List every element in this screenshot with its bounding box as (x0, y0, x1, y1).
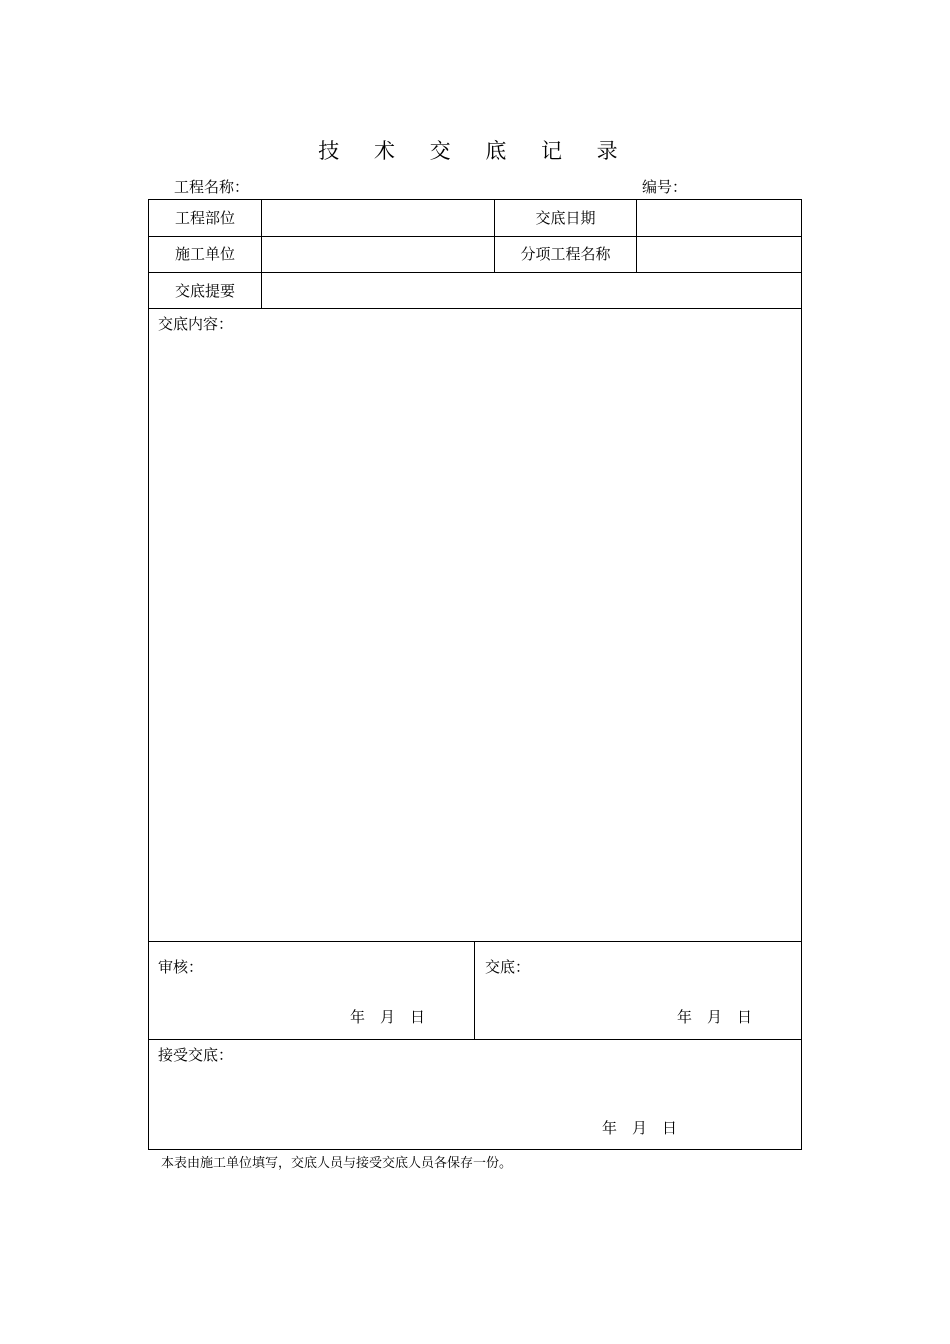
serial-number-label: 编号： (642, 178, 688, 196)
project-name-label: 工程名称： (174, 178, 250, 196)
receive-disclosure-date: 年 月 日 (602, 1119, 678, 1137)
row-divider (149, 1039, 801, 1040)
disclosure-form-table (148, 199, 802, 1150)
receive-signature-area[interactable] (149, 1068, 589, 1113)
review-label: 审核： (158, 958, 204, 976)
row-divider (149, 308, 801, 309)
document-title: 技 术 交 底 记 录 (318, 139, 632, 163)
disclosure-content-label: 交底内容： (158, 315, 234, 333)
disclosure-date-field[interactable] (637, 200, 801, 236)
disclose-date: 年 月 日 (677, 1008, 753, 1026)
disclosure-summary-field[interactable] (262, 273, 801, 308)
disclose-signature-area[interactable] (475, 980, 675, 1004)
construction-unit-label: 施工单位 (174, 245, 235, 263)
disclosure-summary-label: 交底提要 (174, 282, 235, 300)
project-part-label: 工程部位 (174, 209, 235, 227)
disclosure-date-label: 交底日期 (535, 209, 596, 227)
sub-project-name-label: 分项工程名称 (520, 245, 611, 263)
review-signature-area[interactable] (149, 980, 349, 1004)
footer-note: 本表由施工单位填写，交底人员与接受交底人员各保存一份。 (161, 1156, 513, 1171)
row-divider (149, 941, 801, 942)
sub-project-name-field[interactable] (637, 237, 801, 272)
receive-disclosure-label: 接受交底： (158, 1046, 234, 1064)
disclosure-content-area[interactable] (149, 336, 801, 940)
review-date: 年 月 日 (350, 1008, 426, 1026)
construction-unit-field[interactable] (262, 237, 494, 272)
project-part-field[interactable] (262, 200, 494, 236)
disclose-label: 交底： (485, 958, 531, 976)
